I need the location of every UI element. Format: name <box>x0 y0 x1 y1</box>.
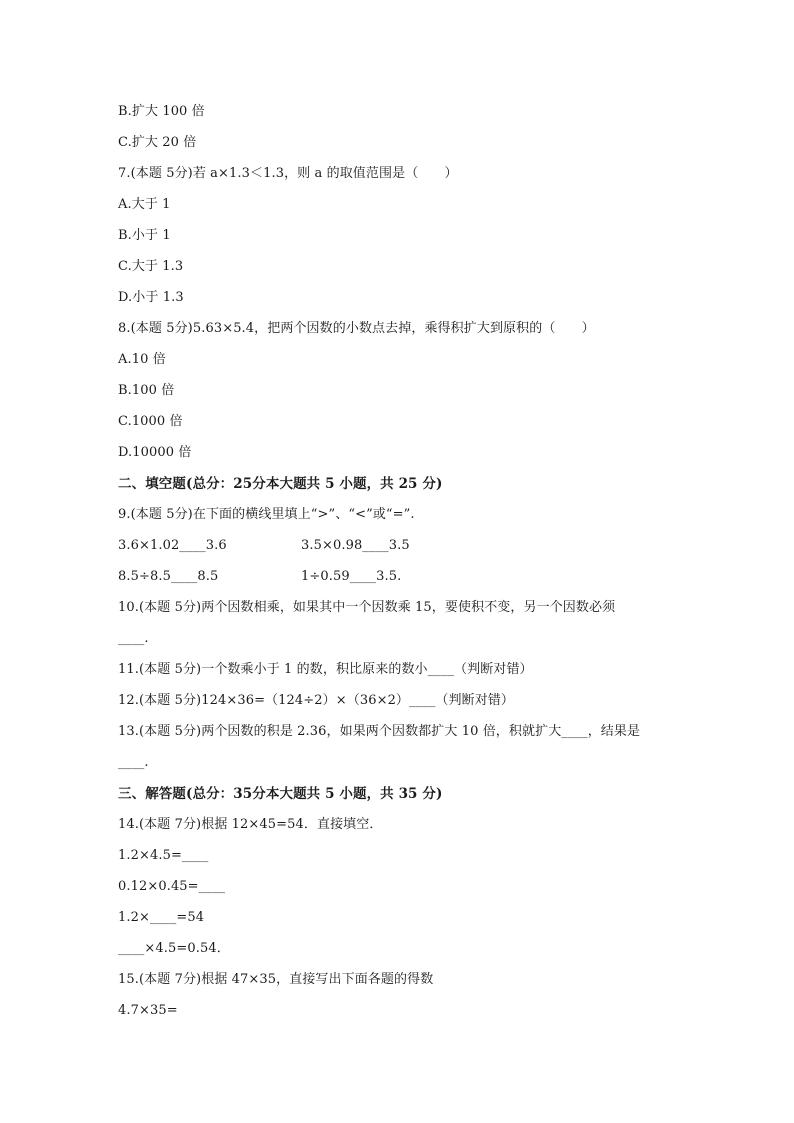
q8-option-b: B.100 倍 <box>118 383 175 398</box>
question-7: 7.(本题 5分)若 a×1.3＜1.3，则 a 的取值范围是（ ） <box>118 166 458 181</box>
q14-item-1: 1.2×4.5=____ <box>118 848 209 863</box>
question-9: 9.(本题 5分)在下面的横线里填上“>”、“<”或“=”. <box>118 507 415 522</box>
question-8: 8.(本题 5分)5.63×5.4，把两个因数的小数点去掉，乘得积扩大到原积的（ ） <box>118 321 595 336</box>
q9-row-2 <box>118 569 402 585</box>
section-heading-solve: 三、解答题(总分：35分本大题共 5 小题，共 35 分) <box>118 786 443 802</box>
q10-answer-blank: ____. <box>118 631 149 646</box>
q6-option-c: C.扩大 20 倍 <box>118 135 197 150</box>
q7-option-b: B.小于 1 <box>118 228 171 243</box>
q9-item-1: 3.6×1.02____3.6 <box>118 538 227 553</box>
question-15: 15.(本题 7分)根据 47×35，直接写出下面各题的得数 <box>118 972 434 987</box>
question-13: 13.(本题 5分)两个因数的积是 2.36，如果两个因数都扩大 10 倍，积就扩大____，结果是 <box>118 724 641 739</box>
q13-answer-blank: ____. <box>118 755 149 770</box>
q9-item-4: 1÷0.59____3.5. <box>301 569 402 584</box>
question-12: 12.(本题 5分)124×36=（124÷2）×（36×2）____（判断对错） <box>118 693 515 708</box>
q14-item-2: 0.12×0.45=____ <box>118 879 226 894</box>
q14-item-4: ____×4.5=0.54． <box>118 941 230 956</box>
question-14: 14.(本题 7分)根据 12×45=54．直接填空． <box>118 817 383 832</box>
q7-option-a: A.大于 1 <box>118 197 171 212</box>
question-10: 10.(本题 5分)两个因数相乘，如果其中一个因数乘 15，要使积不变，另一个因数必须 <box>118 600 616 615</box>
q8-option-c: C.1000 倍 <box>118 414 183 429</box>
q9-row-1 <box>118 538 410 554</box>
q9-item-2: 3.5×0.98____3.5 <box>301 538 410 553</box>
q14-item-3: 1.2×____=54 <box>118 910 205 925</box>
section-heading-fill-in: 二、填空题(总分：25分本大题共 5 小题，共 25 分) <box>118 476 443 492</box>
q7-option-d: D.小于 1.3 <box>118 290 184 305</box>
q8-option-a: A.10 倍 <box>118 352 166 367</box>
question-11: 11.(本题 5分)一个数乘小于 1 的数，积比原来的数小____（判断对错） <box>118 662 533 677</box>
q15-item-1: 4.7×35= <box>118 1003 178 1018</box>
q7-option-c: C.大于 1.3 <box>118 259 184 274</box>
q6-option-b: B.扩大 100 倍 <box>118 104 205 119</box>
q9-item-3: 8.5÷8.5____8.5 <box>118 569 219 584</box>
q8-option-d: D.10000 倍 <box>118 445 192 460</box>
